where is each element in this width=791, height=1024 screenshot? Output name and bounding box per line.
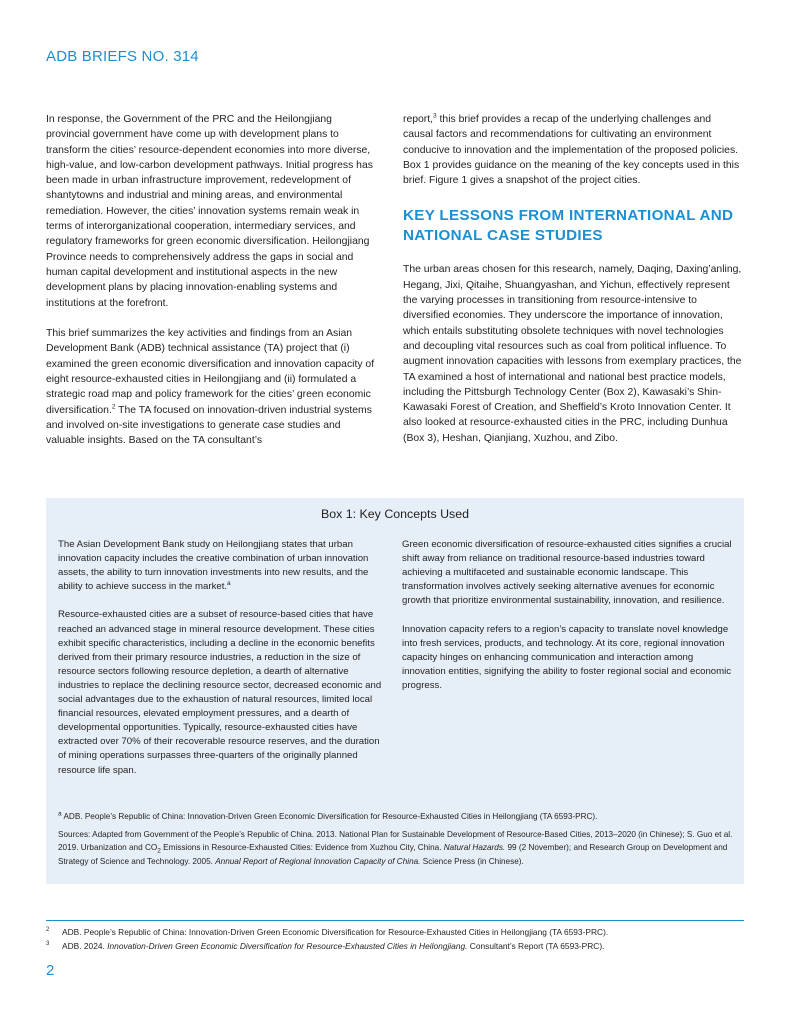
footnote-ref[interactable]: 2: [111, 403, 116, 411]
box-notes: [58, 810, 734, 873]
paragraph: report,$^3$ this brief provides a recap of the underlying challenges and causal factors and recommendations for cultivating an environment conducive to innovation and the implementation of the proposed policies. Box 1 provides guidance on the meaning of the key concepts used in this brief. Figure 1 gives a snapshot of the project cities.: [403, 112, 740, 187]
box-left-column: [58, 538, 388, 792]
box-title: Box 1: Key Concepts Used: [320, 507, 470, 521]
footnote-ref[interactable]: 3: [433, 112, 437, 120]
running-header: ADB BRIEFS NO. 314: [46, 48, 199, 65]
paragraph: This brief summarizes the key activities and findings from an Asian Development Bank (ADB) technical assistance (TA) project that (i) examined the green economic diversification and innovation capacity of eight resource-exhausted cities in Heilongjiang and (ii) formulated a strategic road map and policy framework for the cities’ green economic diversification.$^2$ The TA focused on innovation-driven industrial systems and involved on-site investigations to generate case studies and valuable insights. Based on the TA consultant’s: [46, 328, 375, 447]
key-concepts-box: [46, 498, 744, 884]
paragraph: The urban areas chosen for this research, namely, Daqing, Daxing’anling, Hegang, Jixi, Qitaihe, Shuangyashan, and Yichun, effectively represent the varying processes in transitioning from resource-intensive to diversified economies. They underscore the importance of innovation, which entails substituting obsolete techniques with novel technologies and decoupling vital resources such as coal from political influence. To augment innovation capacities with lessons from exemplary practices, the TA examined a host of international and national best practice models, including the Pittsburgh Technology Center (Box 2), Kawasaki’s Shin-Kawasaki Forest of Creation, and Sheffield’s Kroto Innovation Center. It also looked at resource-exhausted cities in the PRC, including Dunhua (Box 3), Heshan, Qianjiang, Xuzhou, and Zibo.: [403, 264, 742, 444]
box-paragraph: Resource-exhausted cities are a subset of resource-based cities that have reached an advanced stage in mineral resource development. These cities exhibit specific characteristics, including a decline in the economic benefits derived from their primary resource industries, a reduction in the size of resource sectors following resource depletion, a dearth of alternative industries to replace the declining resource sector, decreased economic and social advantages due to the exhaustion of natural resources, limited local financial resources, elevated employment pressures, and a dearth of developmental opportunities. Typically, resource-exhausted cities have extracted over 70% of their recoverable resource reserves, and the duration of mining operations surpasses three-quarters of the originally planned resource life span.: [58, 609, 382, 776]
footnote-divider: [46, 920, 744, 921]
page-number: 2: [46, 962, 55, 979]
box-paragraph: Innovation capacity refers to a region’s capacity to translate novel knowledge into fresh services, products, and technology. At its core, regional innovation capacity hinges on enhancing communication and interaction among innovation entities, signifying the ability to foster regional social and economic progress.: [402, 623, 732, 691]
footnotes: [46, 925, 744, 953]
paragraph: In response, the Government of the PRC and the Heilongjiang provincial government have come up with development plans to transform the cities’ resource-dependent economies into more diverse, high-value, and low-carbon development pathways. Initial progress has been made in urban infrastructure improvement, redevelopment of shantytowns and industrial and mining areas, and environmental remediation. However, the cities’ innovation systems remain weak in terms of interorganizational cooperation, intermediary services, and regulatory frameworks for green economic diversification. Heilongjiang Province needs to comprehensively address the gaps in social and human capital development and institutional aspects in the new development plans by placing innovation-enabling systems and institutions at the forefront.: [46, 114, 373, 309]
footnote-2: 2 ADB. People’s Republic of China: Innovation-Driven Green Economic Diversification for Resource-Exhausted Cities in Heilongjiang (TA 6593-PRC).: [46, 927, 609, 937]
box-paragraph: The Asian Development Bank study on Heilongjiang states that urban innovation capacity includes the creative combination of urban innovation assets, the ability to turn innovation investments into new results, and the ability to achieve success in the market.$^a$: [58, 539, 369, 593]
left-column: [46, 112, 376, 464]
box-sources: Sources: Adapted from Government of the People’s Republic of China. 2013. National Plan for Sustainable Development of Resource-Based Cities, 2013–2020 (in Chinese); S. Guo et al. 2019. Urbanization and $CO_2$ Emissions in Resource-Exhausted Cities: Evidence from Xuzhou City, China. Natural Hazards. 99 (2 November); and Research Group on Development and Strategy of Science and Technology. 2005. Annual Report of Regional Innovation Capacity of China. Science Press (in Chinese).: [58, 830, 733, 866]
footnote-3: 3 ADB. 2024. Innovation-Driven Green Economic Diversification for Resource-Exhausted Cities in Heilongjiang. Consultant’s Report (TA 6593-PRC).: [46, 941, 605, 951]
box-note-ref[interactable]: a: [227, 580, 231, 588]
box-note-a: $^a$ ADB. People’s Republic of China: Innovation-Driven Green Economic Diversification for Resource-Exhausted Cities in Heilongjiang (TA 6593-PRC).: [58, 810, 598, 821]
box-paragraph: Green economic diversification of resource-exhausted cities signifies a crucial shift away from reliance on traditional resource-based industries toward achieving a multifaceted and sustainable economic landscape. This transformation involves actively seeking alternative avenues for economic growth that prioritize environmental sustainability, innovation, and resilience.: [402, 539, 732, 607]
right-column: [403, 112, 743, 461]
section-heading: KEY LESSONS FROM INTERNATIONAL AND NATIONAL CASE STUDIES: [403, 207, 734, 245]
box-right-column: [402, 538, 736, 707]
